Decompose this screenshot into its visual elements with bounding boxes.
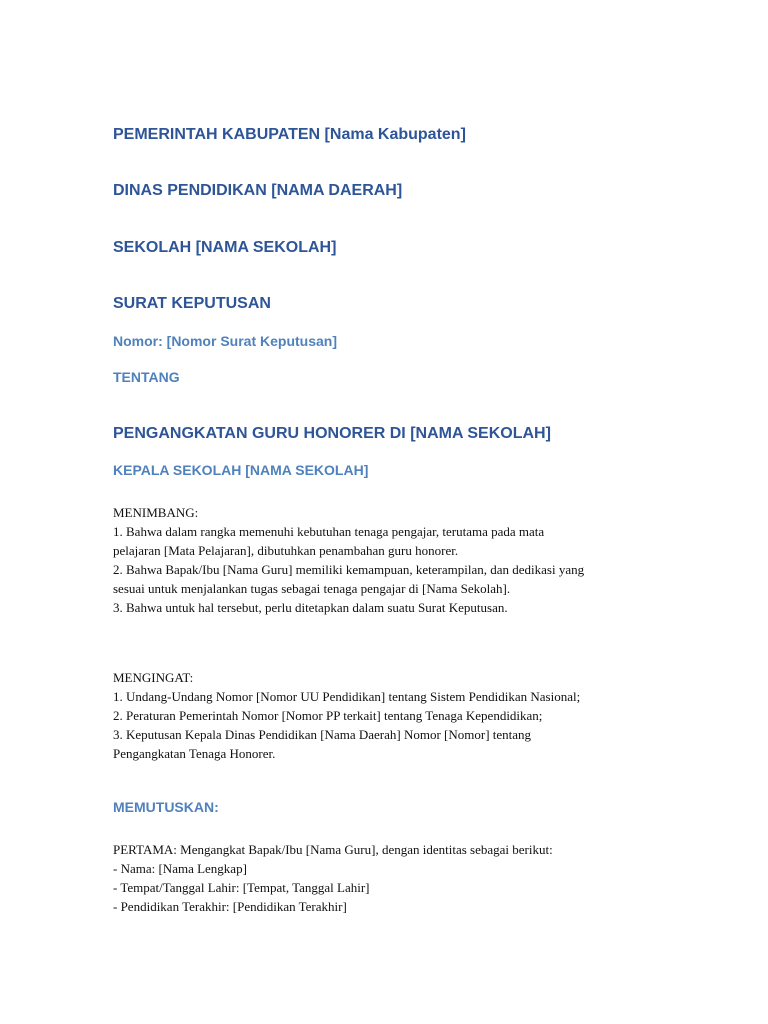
pertama-line: - Nama: [Nama Lengkap] bbox=[113, 861, 247, 876]
heading-sekolah: SEKOLAH [NAMA SEKOLAH] bbox=[113, 239, 337, 256]
menimbang-line: 3. Bahwa untuk hal tersebut, perlu ditetapkan dalam suatu Surat Keputusan. bbox=[113, 600, 508, 615]
menimbang-title: MENIMBANG: bbox=[113, 505, 199, 520]
pertama-section bbox=[113, 840, 673, 916]
pertama-line: - Tempat/Tanggal Lahir: [Tempat, Tanggal Lahir] bbox=[113, 880, 370, 895]
menimbang-line: 1. Bahwa dalam rangka memenuhi kebutuhan tenaga pengajar, terutama pada mata bbox=[113, 524, 545, 539]
mengingat-line: 2. Peraturan Pemerintah Nomor [Nomor PP terkait] tentang Tenaga Kependidikan; bbox=[113, 708, 543, 723]
menimbang-line: pelajaran [Mata Pelajaran], dibutuhkan penambahan guru honorer. bbox=[113, 543, 459, 558]
mengingat-line: 1. Undang-Undang Nomor [Nomor UU Pendidikan] tentang Sistem Pendidikan Nasional; bbox=[113, 689, 581, 704]
heading-surat-keputusan: SURAT KEPUTUSAN bbox=[113, 295, 271, 312]
pertama-line: - Pendidikan Terakhir: [Pendidikan Terakhir] bbox=[113, 899, 347, 914]
heading-memutuskan: MEMUTUSKAN: bbox=[113, 799, 219, 815]
heading-nomor: Nomor: [Nomor Surat Keputusan] bbox=[113, 333, 337, 349]
heading-pemerintah: PEMERINTAH KABUPATEN [Nama Kabupaten] bbox=[113, 126, 466, 143]
menimbang-line: 2. Bahwa Bapak/Ibu [Nama Guru] memiliki kemampuan, keterampilan, dan dedikasi yang bbox=[113, 562, 585, 577]
mengingat-section bbox=[113, 668, 673, 763]
menimbang-section bbox=[113, 503, 673, 617]
heading-kepala-sekolah: KEPALA SEKOLAH [NAMA SEKOLAH] bbox=[113, 462, 369, 478]
heading-pengangkatan: PENGANGKATAN GURU HONORER DI [NAMA SEKOLAH] bbox=[113, 425, 551, 442]
mengingat-line: Pengangkatan Tenaga Honorer. bbox=[113, 746, 276, 761]
mengingat-line: 3. Keputusan Kepala Dinas Pendidikan [Nama Daerah] Nomor [Nomor] tentang bbox=[113, 727, 532, 742]
mengingat-title: MENGINGAT: bbox=[113, 670, 194, 685]
heading-tentang: TENTANG bbox=[113, 369, 180, 385]
menimbang-line: sesuai untuk menjalankan tugas sebagai tenaga pengajar di [Nama Sekolah]. bbox=[113, 581, 511, 596]
pertama-line: PERTAMA: Mengangkat Bapak/Ibu [Nama Guru], dengan identitas sebagai berikut: bbox=[113, 842, 553, 857]
heading-dinas: DINAS PENDIDIKAN [NAMA DAERAH] bbox=[113, 182, 403, 199]
